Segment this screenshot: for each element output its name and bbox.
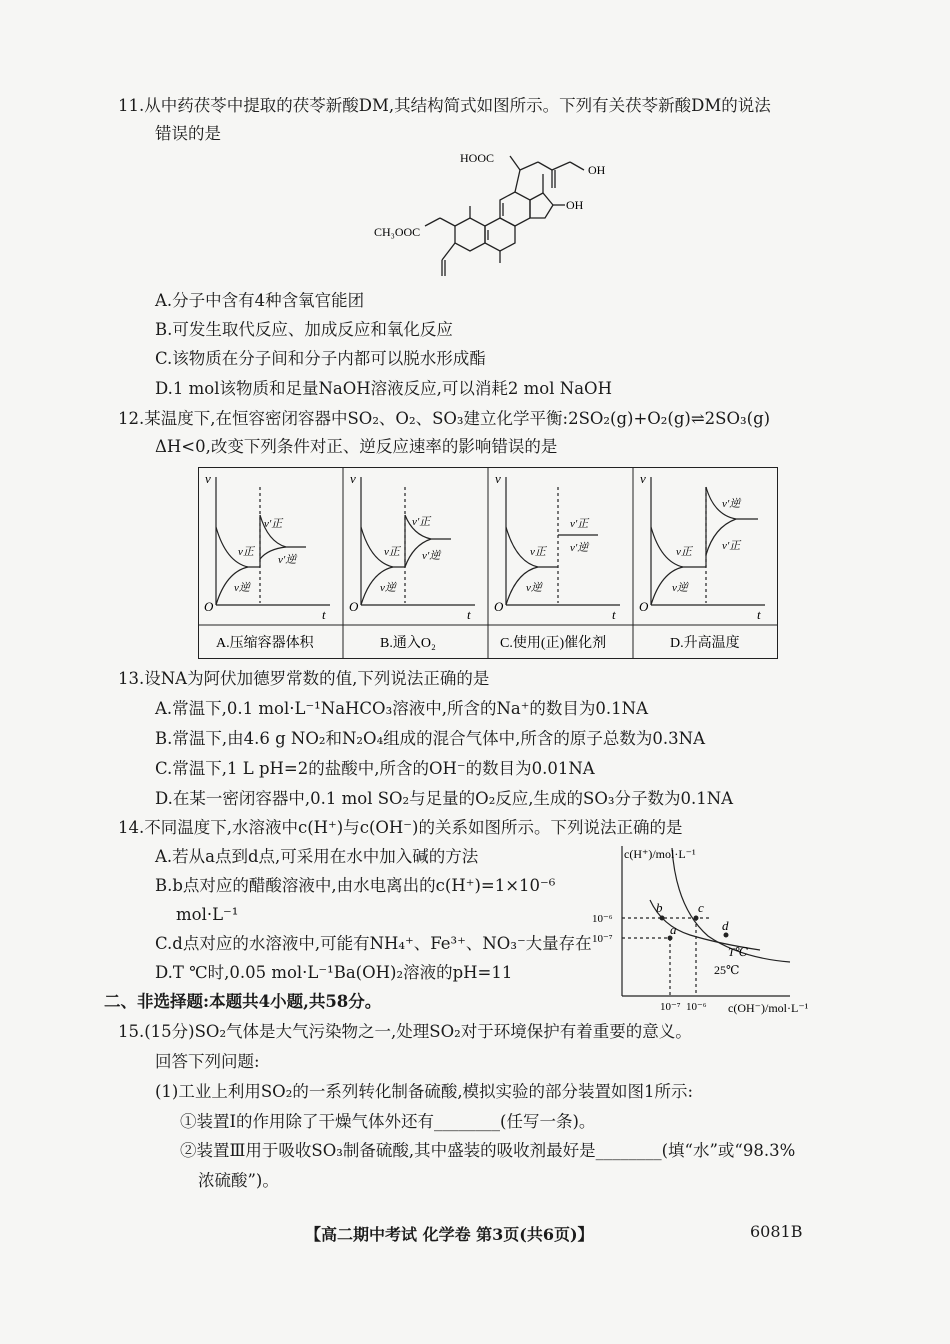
q12-stem: 12.某温度下,在恒容密闭容器中SO₂、O₂、SO₃建立化学平衡:2SO₂(g)+O₂(g)⇌2SO₃(g): [118, 409, 771, 428]
label-a: a: [670, 922, 677, 937]
panel-d-caption: D.升高温度: [670, 636, 740, 651]
panel-b-vrev-p: v′逆: [422, 550, 441, 562]
panel-c-axis-t: t: [612, 607, 616, 622]
footer-title: 【高二期中考试 化学卷 第3页(共6页)】: [305, 1225, 594, 1244]
q11-option-d: D.1 mol该物质和足量NaOH溶液反应,可以消耗2 mol NaOH: [155, 379, 612, 398]
graph-ytick-lo: 10⁻⁷: [592, 933, 613, 945]
panel-d-vfwd-p: v′正: [722, 540, 741, 552]
panel-d-vrev: v逆: [672, 582, 688, 594]
panel-d-origin: O: [639, 599, 649, 614]
oh-label-ring: OH: [566, 198, 584, 212]
panel-c: [494, 471, 620, 651]
label-d: d: [722, 918, 729, 933]
panel-d-vfwd: v正: [676, 546, 692, 558]
q11-option-b: B.可发生取代反应、加成反应和氧化反应: [155, 320, 453, 339]
footer-code: 6081B: [750, 1222, 803, 1241]
q13-option-a: A.常温下,0.1 mol·L⁻¹NaHCO₃溶液中,所含的Na⁺的数目为0.1NA: [155, 699, 649, 718]
panel-d-axis-t: t: [757, 607, 761, 622]
q11-structure-figure: [360, 148, 620, 288]
oh-label-top: OH: [588, 163, 606, 177]
panel-a-origin: O: [204, 599, 214, 614]
panel-c-axis-v: v: [495, 471, 501, 486]
panel-a-axis-v: v: [205, 471, 211, 486]
panel-b-vfwd: v正: [384, 546, 400, 558]
panel-b-axis-v: v: [350, 471, 356, 486]
q14-kw-graph: [590, 838, 830, 1016]
panel-c-vrev-p: v′逆: [570, 542, 589, 554]
q15-sub1: ①装置Ⅰ的作用除了干燥气体外还有________(任写一条)。: [180, 1112, 596, 1131]
panel-d: [639, 471, 765, 651]
q15-stem: 15.(15分)SO₂气体是大气污染物之一,处理SO₂对于环境保护有着重要的意义。: [118, 1022, 692, 1041]
label-25-curve: 25℃: [714, 963, 740, 977]
panel-c-origin: O: [494, 599, 504, 614]
q12-stem-cont: ΔH<0,改变下列条件对正、逆反应速率的影响错误的是: [155, 437, 558, 456]
panel-b-caption: B.通入O₂: [380, 636, 436, 651]
q13-option-b: B.常温下,由4.6 g NO₂和N₂O₄组成的混合气体中,所含的原子总数为0.3NA: [155, 729, 706, 748]
q14-stem: 14.不同温度下,水溶液中c(H⁺)与c(OH⁻)的关系如图所示。下列说法正确的是: [118, 818, 683, 837]
q13-option-d: D.在某一密闭容器中,0.1 mol SO₂与足量的O₂反应,生成的SO₃分子数为0.1NA: [155, 789, 734, 808]
graph-ytick-hi: 10⁻⁶: [592, 913, 613, 925]
panel-b-vfwd-p: v′正: [412, 516, 431, 528]
q15-part1: (1)工业上利用SO₂的一系列转化制备硫酸,模拟实验的部分装置如图1所示:: [155, 1082, 694, 1101]
section-2-heading: 二、非选择题:本题共4小题,共58分。: [104, 992, 382, 1011]
graph-xlabel: c(OH⁻)/mol·L⁻¹: [728, 1001, 809, 1015]
graph-xtick-lo: 10⁻⁷: [660, 1001, 681, 1013]
panel-b-axis-t: t: [467, 607, 471, 622]
q15-prompt: 回答下列问题:: [155, 1052, 260, 1071]
q14-option-b-cont: mol·L⁻¹: [176, 905, 239, 924]
q14-option-d: D.T ℃时,0.05 mol·L⁻¹Ba(OH)₂溶液的pH=11: [155, 963, 513, 982]
panel-a-vrev-p: v′逆: [278, 554, 297, 566]
panel-a-axis-t: t: [322, 607, 326, 622]
q13-option-c: C.常温下,1 L pH=2的盐酸中,所含的OH⁻的数目为0.01NA: [155, 759, 595, 778]
point-b: [660, 916, 665, 921]
q13-stem: 13.设NA为阿伏加德罗常数的值,下列说法正确的是: [118, 669, 490, 688]
graph-ylabel: c(H⁺)/mol·L⁻¹: [624, 847, 696, 861]
q14-option-b: B.b点对应的醋酸溶液中,由水电离出的c(H⁺)=1×10⁻⁶: [155, 876, 556, 895]
panel-a-vfwd: v正: [238, 546, 254, 558]
panel-c-vfwd-p: v′正: [570, 518, 589, 530]
panel-c-vfwd: v正: [530, 546, 546, 558]
panel-a-caption: A.压缩容器体积: [216, 636, 314, 651]
label-c: c: [698, 900, 704, 915]
panel-d-vrev-p: v′逆: [722, 498, 741, 510]
panel-b: [349, 471, 475, 651]
panel-b-origin: O: [349, 599, 359, 614]
panel-b-vrev: v逆: [380, 582, 396, 594]
point-c: [694, 916, 699, 921]
hooc-label: HOOC: [460, 151, 495, 165]
graph-xtick-hi: 10⁻⁶: [686, 1001, 707, 1013]
panel-c-vrev: v逆: [526, 582, 542, 594]
q14-option-a: A.若从a点到d点,可采用在水中加入碱的方法: [155, 847, 479, 866]
q11-stem: 11.从中药茯苓中提取的茯苓新酸DM,其结构简式如图所示。下列有关茯苓新酸DM的说法: [118, 96, 771, 115]
ester-label: CH₃OOC: [374, 225, 421, 239]
q11-option-a: A.分子中含有4种含氧官能团: [155, 291, 365, 310]
panel-a: [204, 471, 330, 651]
q14-option-c: C.d点对应的水溶液中,可能有NH₄⁺、Fe³⁺、NO₃⁻大量存在: [155, 934, 592, 953]
q15-sub2-cont: 浓硫酸”)。: [198, 1171, 279, 1190]
point-d: [724, 933, 729, 938]
panel-c-caption: C.使用(正)催化剂: [500, 636, 607, 651]
panel-a-vrev: v逆: [234, 582, 250, 594]
label-b: b: [656, 900, 663, 915]
q15-sub2: ②装置Ⅲ用于吸收SO₃制备硫酸,其中盛装的吸收剂最好是________(填“水”或“98.3%: [180, 1141, 796, 1160]
q11-stem-cont: 错误的是: [155, 124, 221, 143]
panel-d-axis-v: v: [640, 471, 646, 486]
q11-option-c: C.该物质在分子间和分子内都可以脱水形成酯: [155, 349, 486, 368]
q12-rate-graphs: [198, 467, 778, 659]
label-t-curve: T℃: [728, 945, 749, 959]
panel-a-vfwd-p: v′正: [264, 518, 283, 530]
